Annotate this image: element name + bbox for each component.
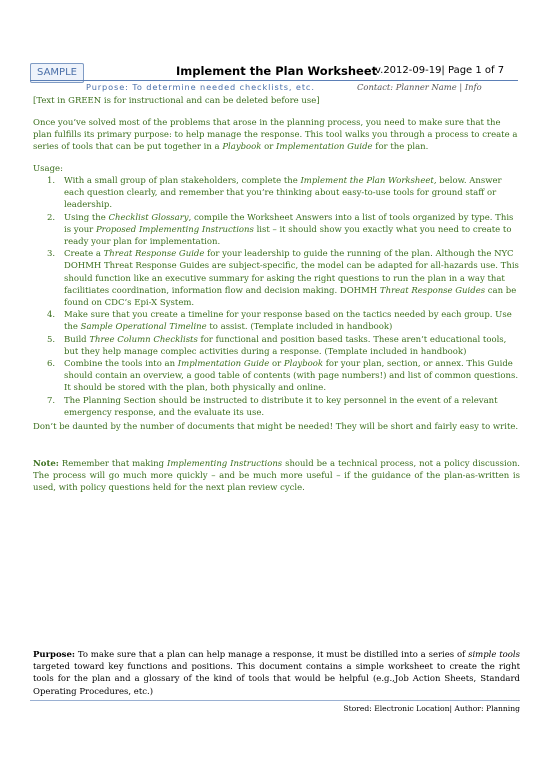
document-title: Implement the Plan Worksheet — [176, 64, 378, 78]
note-label: Note: — [33, 459, 59, 469]
header-purpose: Purpose: To determine needed checklists, etc. — [86, 82, 315, 92]
list-item: 5. Build Three Column Checklists for functional and position based tasks. These aren’t educational tools, but they help manage complec activities during a response. (Template included in handbook) — [47, 334, 507, 357]
footer-divider — [30, 700, 520, 701]
intro-paragraph: Once you’ve solved most of the problems that arose in the planning process, you need to make sure that the plan fulfills its primary purpose: to help manage the response. This tool walks you through a process to create a series of tools that can be put together in a Playbook or Implementation Guide for the plan. — [33, 118, 518, 153]
footer-purpose: Purpose: To make sure that a plan can help manage a response, it must be distilled into a series of simple tools targeted toward key functions and positions. This document contains a simple worksheet to create the right tools for the plan and a glossary of the kind of tools that would be helpful (e.g.,Job Action Sheets, Standard Operating Procedures, etc.) — [33, 650, 520, 697]
footer-purpose-label: Purpose: — [33, 650, 75, 660]
usage-list — [33, 175, 520, 419]
playbook-term: Playbook — [222, 142, 262, 153]
list-item: 2. Using the Checklist Glossary, compile the Worksheet Answers into a list of tools organized by type. This is your Proposed Implementing Instructions list – it should show you exactly what you need to create to ready your plan for implementation. — [47, 212, 514, 248]
list-item: 6. Combine the tools into an Implmentation Guide or Playbook for your plan, section, or annex. This Guide should contain an overview, a good table of contents (with page numbers!) and list of common questions. It should be stored with the plan, both physically and online. — [47, 359, 519, 394]
version-page-info: v.2012-09-19| Page 1 of 7 — [375, 65, 505, 76]
footer-stored-info: Stored: Electronic Location| Author: Planning — [343, 704, 520, 713]
note-paragraph: Note: Remember that making Implementing Instructions should be a technical process, not a policy discussion. The process will go much more quickly – and be much more useful – if the guidance of the plan-as-written is used, with policy questions held for the next plan review cycle. — [33, 459, 520, 494]
list-item: 1. With a small group of plan stakeholders, complete the Implement the Plan Worksheet, below. Answer each question clearly, and remember that you’re thinking about easy-to-use tools for ground staff or leadership. — [47, 176, 502, 211]
encouragement-paragraph: Don’t be daunted by the number of documents that might be needed! They will be short and fairly easy to write. — [33, 422, 519, 432]
header-divider — [30, 80, 518, 81]
sample-badge: SAMPLE — [30, 63, 84, 83]
header-contact: Contact: Planner Name | Info — [357, 82, 482, 92]
implementation-guide-term: Implementation Guide — [276, 142, 373, 153]
list-item: 3. Create a Threat Response Guide for your leadership to guide the running of the plan. Although the NYC DOHMH Threat Response Guides are subject-specific, the model can be adapted for all-hazards use. This should function like an executive summary for asking the right questions to run the plan in a way that facilitiates coordination, information flow and decision making. DOHMH Threat Response Guides can be found on CDC’s Epi-X System. — [47, 249, 519, 309]
usage-label: Usage: — [33, 164, 63, 174]
list-item: 4. Make sure that you create a timeline for your response based on the tactics needed by each group. Use the Sample Operational Timeline to assist. (Template included in handbook) — [47, 310, 512, 333]
instruction-note: [Text in GREEN is for instructional and can be deleted before use] — [33, 96, 320, 106]
list-item: 7. The Planning Section should be instructed to distribute it to key personnel in the event of a relevant emergency response, and the evaluate its use. — [47, 395, 498, 418]
